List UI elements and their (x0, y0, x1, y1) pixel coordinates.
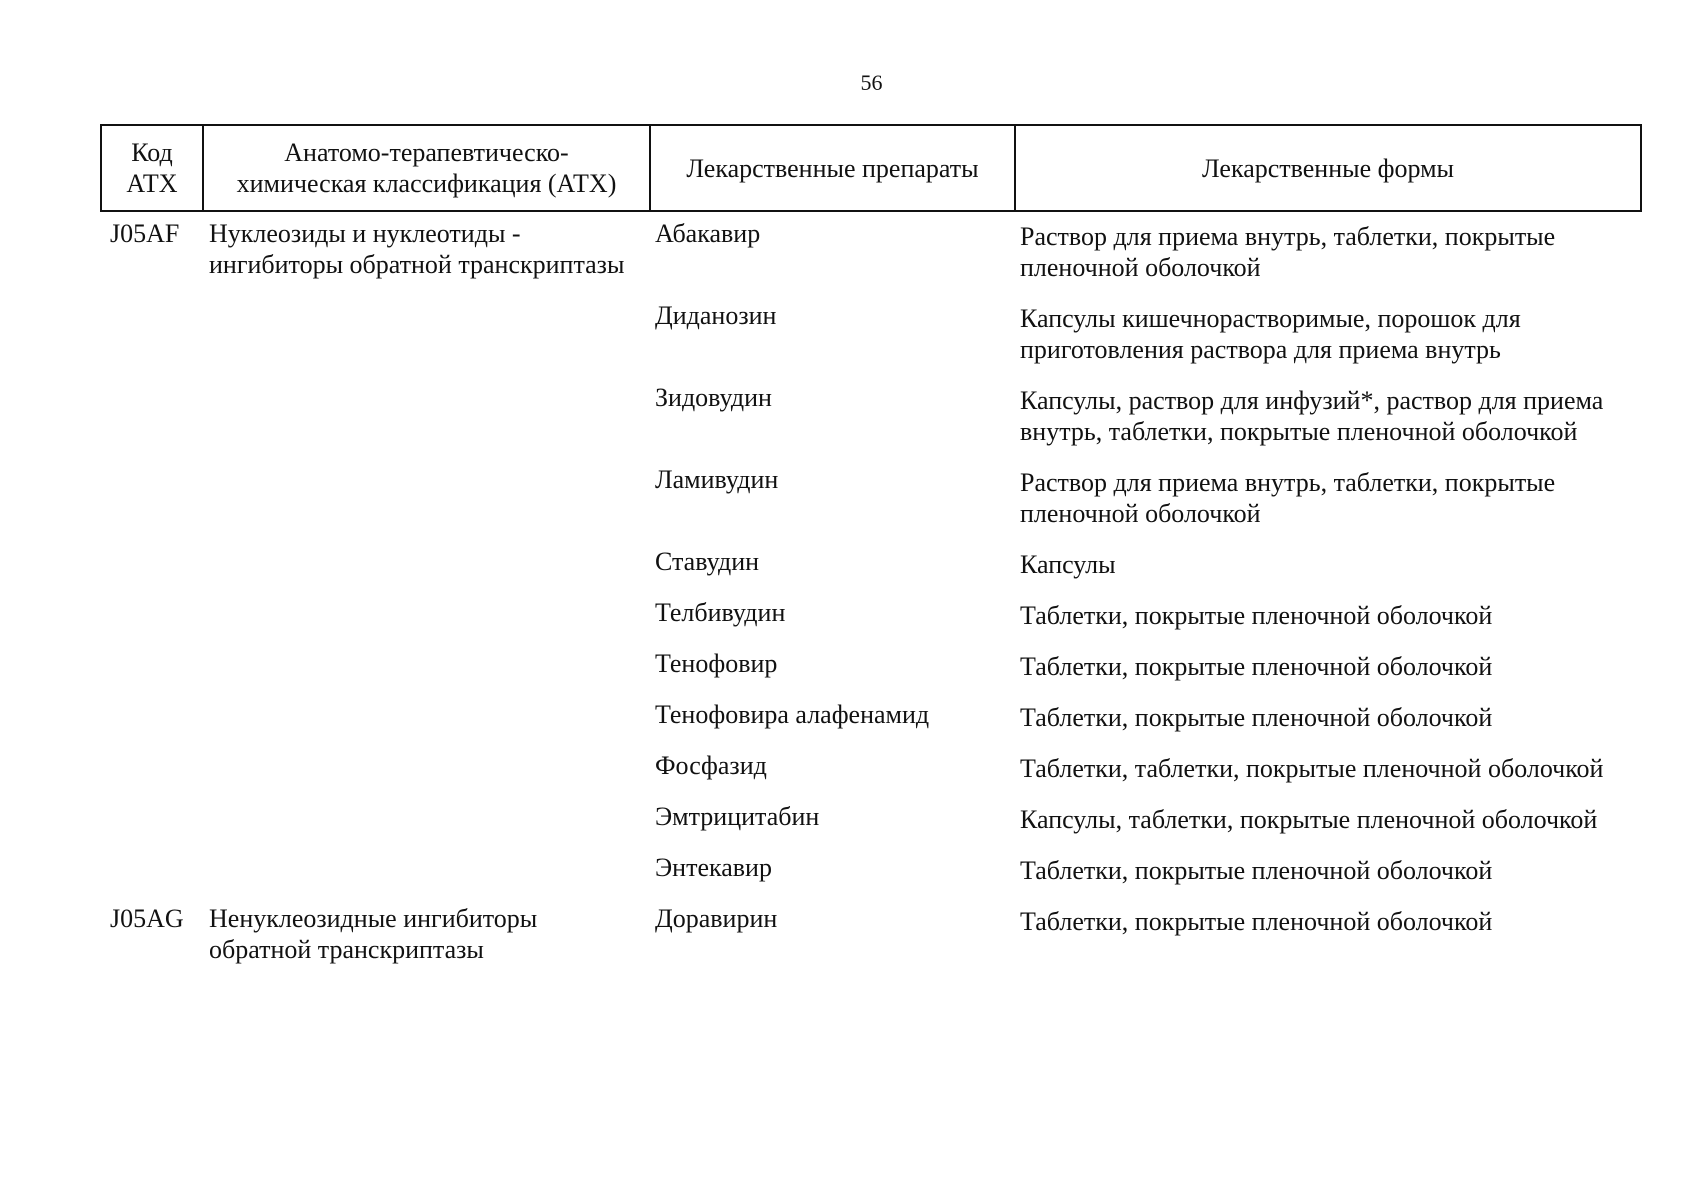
drug-list (649, 903, 1642, 954)
table-row (649, 801, 1642, 835)
drug-name: Энтекавир (655, 853, 772, 882)
atc-code: J05AF (110, 219, 180, 248)
table-row (649, 648, 1642, 682)
drug-forms: Капсулы кишечнорастворимые, порошок для приготовления раствора для приема внутрь (1020, 304, 1521, 364)
drug-name: Ламивудин (655, 465, 779, 494)
atc-code: J05AG (110, 904, 184, 933)
atc-group (100, 218, 1642, 903)
table-row (649, 218, 1642, 283)
table-row (649, 699, 1642, 733)
drug-name: Доравирин (655, 904, 778, 933)
drug-name: Диданозин (655, 301, 777, 330)
drug-forms: Таблетки, таблетки, покрытые пленочной оболочкой (1020, 754, 1604, 783)
table-row (649, 852, 1642, 886)
drug-name: Ставудин (655, 547, 760, 576)
drug-name: Абакавир (655, 219, 761, 248)
drug-forms: Капсулы, таблетки, покрытые пленочной оболочкой (1020, 805, 1598, 834)
drug-forms: Таблетки, покрытые пленочной оболочкой (1020, 703, 1493, 732)
drug-forms: Таблетки, покрытые пленочной оболочкой (1020, 652, 1493, 681)
header-drugs: Лекарственные препараты (651, 126, 1016, 210)
drug-list (649, 218, 1642, 903)
table-row (649, 464, 1642, 529)
drug-name: Зидовудин (655, 383, 772, 412)
drug-forms: Таблетки, покрытые пленочной оболочкой (1020, 601, 1493, 630)
drug-name: Тенофовира алафенамид (655, 700, 930, 729)
drug-name: Фосфазид (655, 751, 767, 780)
table-row (649, 903, 1642, 937)
drug-forms: Капсулы (1020, 550, 1116, 579)
table-row (649, 300, 1642, 365)
table-row (649, 597, 1642, 631)
atc-classification: Ненуклеозидные ингибиторы обратной транскриптазы (209, 904, 538, 964)
drug-forms: Таблетки, покрытые пленочной оболочкой (1020, 907, 1493, 936)
drug-forms: Раствор для приема внутрь, таблетки, покрытые пленочной оболочкой (1020, 222, 1556, 282)
table-row (649, 546, 1642, 580)
drug-name: Телбивудин (655, 598, 786, 627)
atc-classification: Нуклеозиды и нуклеотиды - ингибиторы обратной транскриптазы (209, 219, 625, 279)
drug-name: Тенофовир (655, 649, 778, 678)
table-body (100, 218, 1642, 965)
drug-forms: Капсулы, раствор для инфузий*, раствор для приема внутрь, таблетки, покрытые пленочной оболочкой (1020, 386, 1604, 446)
header-forms: Лекарственные формы (1201, 153, 1455, 183)
table-row (649, 750, 1642, 784)
atc-group (100, 903, 1642, 965)
table-header (100, 124, 1642, 212)
header-classification: Анатомо-терапевтическо- химическая классификация (АТХ) (204, 126, 651, 210)
page-number: 56 (860, 70, 883, 95)
table-row (649, 382, 1642, 447)
drug-forms: Таблетки, покрытые пленочной оболочкой (1020, 856, 1493, 885)
drug-forms: Раствор для приема внутрь, таблетки, покрытые пленочной оболочкой (1020, 468, 1556, 528)
drug-name: Эмтрицитабин (655, 802, 820, 831)
header-code: Код АТХ (102, 126, 204, 210)
